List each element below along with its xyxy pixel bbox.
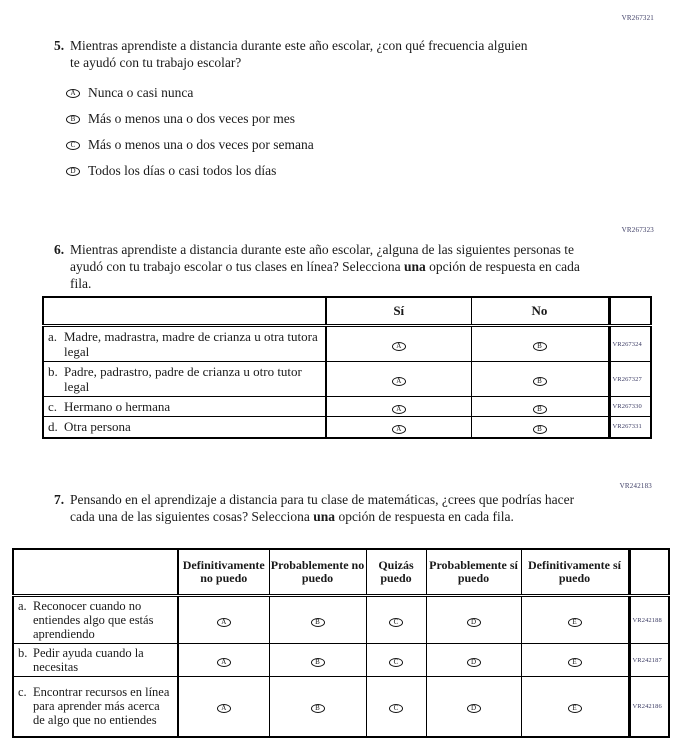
answer-bubble-d[interactable]: D	[467, 704, 481, 713]
answer-bubble-b[interactable]: B	[533, 405, 547, 414]
q7-row-a-label	[13, 596, 178, 644]
q6-row-d-si-cell	[326, 417, 471, 438]
variable-code: VR267331	[609, 417, 651, 438]
row-prefix: c.	[18, 685, 27, 700]
table-row	[13, 596, 669, 644]
answer-bubble-c[interactable]: C	[389, 618, 403, 627]
row-label: Pedir ayuda cuando la necesitas	[33, 646, 144, 674]
answer-bubble-c[interactable]: C	[66, 141, 80, 150]
table-row	[43, 397, 651, 417]
q5-option-a-label: Nunca o casi nunca	[88, 85, 194, 100]
table-row	[43, 362, 651, 397]
q7-row-c-cell-5	[521, 677, 629, 737]
q7-row-a-cell-1	[178, 596, 269, 644]
q5-option-c	[66, 132, 314, 158]
q6-text-bold: una	[404, 259, 426, 274]
q6-row-c-si-cell	[326, 397, 471, 417]
q6-row-c-no-cell	[471, 397, 609, 417]
q6-header-si: Sí	[326, 297, 471, 326]
row-label: Padre, padrastro, padre de crianza u otro tutor legal	[64, 364, 302, 394]
answer-bubble-a[interactable]: A	[392, 377, 406, 386]
answer-bubble-b[interactable]: B	[66, 115, 80, 124]
question-7-number: 7.	[54, 492, 65, 507]
question-5	[54, 37, 534, 71]
q7-row-c-cell-2	[269, 677, 366, 737]
variable-code-q5: VR267321	[621, 14, 654, 22]
q5-option-d	[66, 158, 314, 184]
answer-bubble-b[interactable]: B	[311, 704, 325, 713]
variable-code: VR267324	[609, 326, 651, 362]
question-7-text	[70, 491, 586, 525]
q7-row-a-cell-4	[426, 596, 521, 644]
answer-bubble-d[interactable]: D	[66, 167, 80, 176]
variable-code: VR242186	[629, 677, 669, 737]
answer-bubble-a[interactable]: A	[66, 89, 80, 98]
q7-header-blank	[13, 549, 178, 596]
q7-row-b-cell-4	[426, 644, 521, 677]
variable-code: VR242187	[629, 644, 669, 677]
q7-header-prob-no: Probablemente no puedo	[269, 549, 366, 596]
q7-header-quizas: Quizás puedo	[366, 549, 426, 596]
row-prefix: b.	[18, 646, 28, 660]
row-prefix: c.	[48, 399, 58, 414]
row-label: Madre, madrastra, madre de crianza u otra tutora legal	[64, 329, 318, 359]
question-5-options	[66, 80, 314, 184]
q5-option-d-label: Todos los días o casi todos los días	[88, 163, 277, 178]
q7-row-b-cell-3	[366, 644, 426, 677]
q6-row-b-no-cell	[471, 362, 609, 397]
q7-row-a-cell-2	[269, 596, 366, 644]
q7-text-after: opción de respuesta en cada fila.	[335, 509, 514, 524]
row-label: Reconocer cuando no entiendes algo que estás aprendiendo	[33, 599, 154, 641]
q5-option-b	[66, 106, 314, 132]
q6-row-b-label	[43, 362, 326, 397]
q5-option-a	[66, 80, 314, 106]
answer-bubble-a[interactable]: A	[217, 658, 231, 667]
q6-header-blank	[43, 297, 326, 326]
answer-bubble-e[interactable]: E	[568, 658, 582, 667]
q7-row-a-cell-5	[521, 596, 629, 644]
q7-row-b-label	[13, 644, 178, 677]
q6-row-a-no-cell	[471, 326, 609, 362]
q7-row-b-cell-1	[178, 644, 269, 677]
variable-code-q6: VR267323	[621, 226, 654, 234]
row-prefix: b.	[48, 364, 58, 379]
q7-row-b-cell-2	[269, 644, 366, 677]
variable-code-q7: VR242183	[619, 482, 652, 490]
table-row	[13, 644, 669, 677]
answer-bubble-d[interactable]: D	[467, 618, 481, 627]
answer-bubble-b[interactable]: B	[533, 342, 547, 351]
table-row	[13, 677, 669, 737]
answer-bubble-a[interactable]: A	[392, 342, 406, 351]
variable-code: VR242188	[629, 596, 669, 644]
answer-bubble-a[interactable]: A	[217, 704, 231, 713]
answer-bubble-a[interactable]: A	[392, 425, 406, 434]
question-7	[54, 491, 586, 525]
answer-bubble-d[interactable]: D	[467, 658, 481, 667]
q7-text-bold: una	[313, 509, 336, 524]
q6-text-before: Mientras aprendiste a distancia durante este año escolar, ¿alguna de las siguientes personas te ayudó con tu trabajo escolar o tus clases en línea? Selecciona	[70, 242, 575, 274]
answer-bubble-b[interactable]: B	[533, 377, 547, 386]
row-prefix: a.	[48, 329, 58, 344]
row-label: Otra persona	[64, 419, 131, 435]
q7-row-c-cell-4	[426, 677, 521, 737]
row-label: Hermano o hermana	[64, 399, 171, 414]
q7-text-before: Pensando en el aprendizaje a distancia para tu clase de matemáticas, ¿crees que podrías hacer cada una de las siguientes cosas? Selecciona	[70, 492, 575, 524]
q6-header-code-blank	[609, 297, 651, 326]
answer-bubble-b[interactable]: B	[311, 658, 325, 667]
q6-row-d-label	[43, 417, 326, 438]
q7-row-b-cell-5	[521, 644, 629, 677]
q7-header-prob-si: Probablemente sí puedo	[426, 549, 521, 596]
table-row	[43, 417, 651, 438]
variable-code: VR267327	[609, 362, 651, 397]
answer-bubble-e[interactable]: E	[568, 704, 582, 713]
table-row	[43, 326, 651, 362]
answer-bubble-c[interactable]: C	[389, 704, 403, 713]
answer-bubble-a[interactable]: A	[392, 405, 406, 414]
answer-bubble-b[interactable]: B	[311, 618, 325, 627]
question-6-text	[70, 241, 582, 292]
q5-option-c-label: Más o menos una o dos veces por semana	[88, 137, 314, 152]
q7-header-def-no: Definitivamente no puedo	[178, 549, 269, 596]
q6-header-no: No	[471, 297, 609, 326]
question-6	[54, 241, 582, 292]
q7-row-a-cell-3	[366, 596, 426, 644]
q6-row-a-label	[43, 326, 326, 362]
q7-header-code-blank	[629, 549, 669, 596]
answer-bubble-a[interactable]: A	[217, 618, 231, 627]
q7-row-c-label	[13, 677, 178, 737]
q6-row-c-label	[43, 397, 326, 417]
row-prefix: d.	[48, 419, 58, 435]
q7-row-c-cell-1	[178, 677, 269, 737]
variable-code: VR267330	[609, 397, 651, 417]
answer-bubble-c[interactable]: C	[389, 658, 403, 667]
q6-row-d-no-cell	[471, 417, 609, 438]
question-7-table	[12, 548, 670, 738]
answer-bubble-b[interactable]: B	[533, 425, 547, 434]
q6-row-a-si-cell	[326, 326, 471, 362]
question-6-number: 6.	[54, 242, 65, 257]
q6-text-after: opción de respuesta en cada fila.	[70, 259, 580, 291]
question-5-text: Mientras aprendiste a distancia durante este año escolar, ¿con qué frecuencia alguien te ayudó con tu trabajo escolar?	[70, 38, 528, 70]
q6-header-row	[43, 297, 651, 326]
question-5-number: 5.	[54, 38, 65, 53]
q7-header-def-si: Definitivamente sí puedo	[521, 549, 629, 596]
q7-header-row	[13, 549, 669, 596]
row-prefix: a.	[18, 599, 27, 613]
q6-row-b-si-cell	[326, 362, 471, 397]
row-label: Encontrar recursos en línea para aprender más acerca de algo que no entiendes	[33, 685, 170, 728]
question-6-table	[42, 296, 652, 439]
q7-row-c-cell-3	[366, 677, 426, 737]
answer-bubble-e[interactable]: E	[568, 618, 582, 627]
q5-option-b-label: Más o menos una o dos veces por mes	[88, 111, 295, 126]
